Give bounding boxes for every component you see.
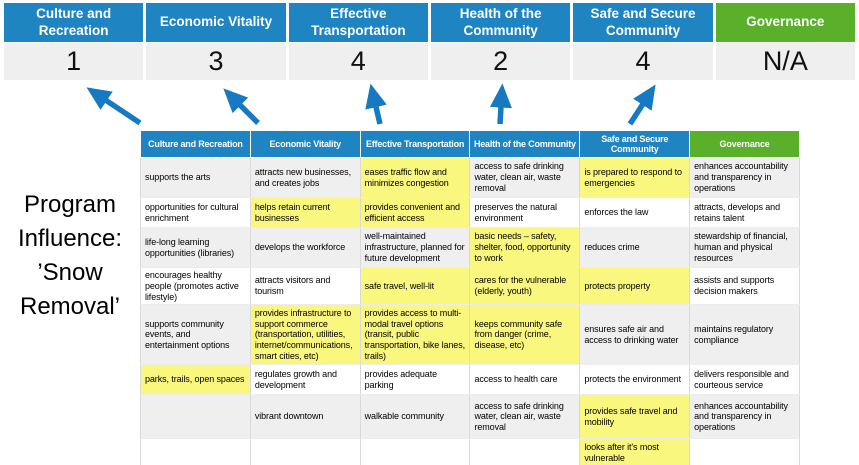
matrix-cell: protects the environment (580, 365, 690, 395)
scoreboard (4, 3, 855, 80)
matrix-cell: opportunities for cultural enrichment (141, 198, 251, 228)
matrix-cell-highlighted: provides infrastructure to support commerce (transportation, utilities, internet/communications, smart cities, etc) (250, 305, 360, 365)
table-row (141, 268, 800, 305)
arrow-up-4 (500, 90, 502, 124)
matrix-cell: attracts, develops and retains talent (690, 198, 800, 228)
matrix-cell: walkable community (360, 395, 470, 439)
matrix-cell: life-long learning opportunities (libraries) (141, 228, 251, 268)
matrix-cell-highlighted: eases traffic flow and minimizes congestion (360, 158, 470, 198)
matrix-cell: access to health care (470, 365, 580, 395)
matrix-cell: ensures safe air and access to drinking water (580, 305, 690, 365)
scoreboard-header: Health of the Community (431, 3, 570, 42)
matrix-cell: supports community events, and entertainment options (141, 305, 251, 365)
program-label-line: Removal’ (19, 293, 121, 320)
matrix-cell-highlighted: safe travel, well-lit (360, 268, 470, 305)
matrix-cell-highlighted: protects property (580, 268, 690, 305)
matrix-cell-highlighted: helps retain current businesses (250, 198, 360, 228)
matrix-header-row (141, 131, 800, 158)
scoreboard-header: Safe and Secure Community (573, 3, 712, 42)
matrix-cell: access to safe drinking water, clean air, waste removal (470, 158, 580, 198)
matrix-cell-highlighted: provides safe travel and mobility (580, 395, 690, 439)
matrix-column-header: Governance (690, 131, 800, 158)
matrix-cell-highlighted: provides access to multi-modal travel options (transit, public transportation, bike lanes, trails) (360, 305, 470, 365)
matrix-cell (141, 439, 251, 465)
program-label-line: ’Snow (37, 259, 103, 286)
matrix-cell: provides adequate parking (360, 365, 470, 395)
program-influence-label (0, 188, 140, 324)
table-row (141, 305, 800, 365)
matrix-cell: attracts new businesses, and creates jobs (250, 158, 360, 198)
scoreboard-score: N/A (716, 43, 855, 80)
matrix-cell (250, 439, 360, 465)
matrix-cell: well-maintained infrastructure, planned for future development (360, 228, 470, 268)
matrix-cell: encourages healthy people (promotes active lifestyle) (141, 268, 251, 305)
arrow-up-5 (630, 90, 652, 124)
influence-matrix (140, 130, 800, 465)
scoreboard-score: 2 (431, 43, 570, 80)
matrix-column-header: Economic Vitality (250, 131, 360, 158)
scoreboard-header: Culture and Recreation (4, 3, 143, 42)
matrix-cell-highlighted: keeps community safe from danger (crime, disease, etc) (470, 305, 580, 365)
table-row (141, 228, 800, 268)
arrow-up-2 (228, 93, 258, 123)
matrix-cell-highlighted: cares for the vulnerable (elderly, youth) (470, 268, 580, 305)
table-row (141, 365, 800, 395)
matrix-cell: maintains regulatory compliance (690, 305, 800, 365)
table-row (141, 395, 800, 439)
matrix-cell (690, 439, 800, 465)
matrix-column-header: Effective Transportation (360, 131, 470, 158)
matrix-column-header: Culture and Recreation (141, 131, 251, 158)
matrix-cell-highlighted: basic needs – safety, shelter, food, opportunity to work (470, 228, 580, 268)
matrix-cell-highlighted: parks, trails, open spaces (141, 365, 251, 395)
matrix-cell (470, 439, 580, 465)
scoreboard-header: Economic Vitality (146, 3, 285, 42)
matrix-cell: access to safe drinking water, clean air, waste removal (470, 395, 580, 439)
matrix-cell: enforces the law (580, 198, 690, 228)
matrix-column-header: Health of the Community (470, 131, 580, 158)
matrix-cell-highlighted: provides convenient and efficient access (360, 198, 470, 228)
matrix-cell: regulates growth and development (250, 365, 360, 395)
program-label-line: Influence: (17, 225, 123, 252)
matrix-cell: delivers responsible and courteous service (690, 365, 800, 395)
matrix-cell: enhances accountability and transparency in operations (690, 395, 800, 439)
matrix-cell-highlighted: is prepared to respond to emergencies (580, 158, 690, 198)
table-row (141, 439, 800, 465)
table-row (141, 198, 800, 228)
matrix-cell (141, 395, 251, 439)
arrow-up-3 (372, 90, 380, 124)
matrix-cell: reduces crime (580, 228, 690, 268)
matrix-cell: preserves the natural environment (470, 198, 580, 228)
program-label-line: Program (23, 191, 117, 218)
matrix-cell: stewardship of financial, human and physical resources (690, 228, 800, 268)
matrix-cell: enhances accountability and transparency in operations (690, 158, 800, 198)
scoreboard-score: 4 (573, 43, 712, 80)
matrix-cell: attracts visitors and tourism (250, 268, 360, 305)
matrix-cell-highlighted: looks after it's most vulnerable (580, 439, 690, 465)
scoreboard-score: 3 (146, 43, 285, 80)
scoreboard-score: 4 (289, 43, 428, 80)
table-row (141, 158, 800, 198)
matrix-cell (360, 439, 470, 465)
arrow-up-1 (92, 91, 140, 123)
matrix-cell: assists and supports decision makers (690, 268, 800, 305)
matrix-column-header: Safe and Secure Community (580, 131, 690, 158)
scoreboard-header: Governance (716, 3, 855, 42)
matrix-cell: supports the arts (141, 158, 251, 198)
matrix-cell: vibrant downtown (250, 395, 360, 439)
matrix-cell: develops the workforce (250, 228, 360, 268)
scoreboard-score: 1 (4, 43, 143, 80)
scoreboard-header: Effective Transportation (289, 3, 428, 42)
